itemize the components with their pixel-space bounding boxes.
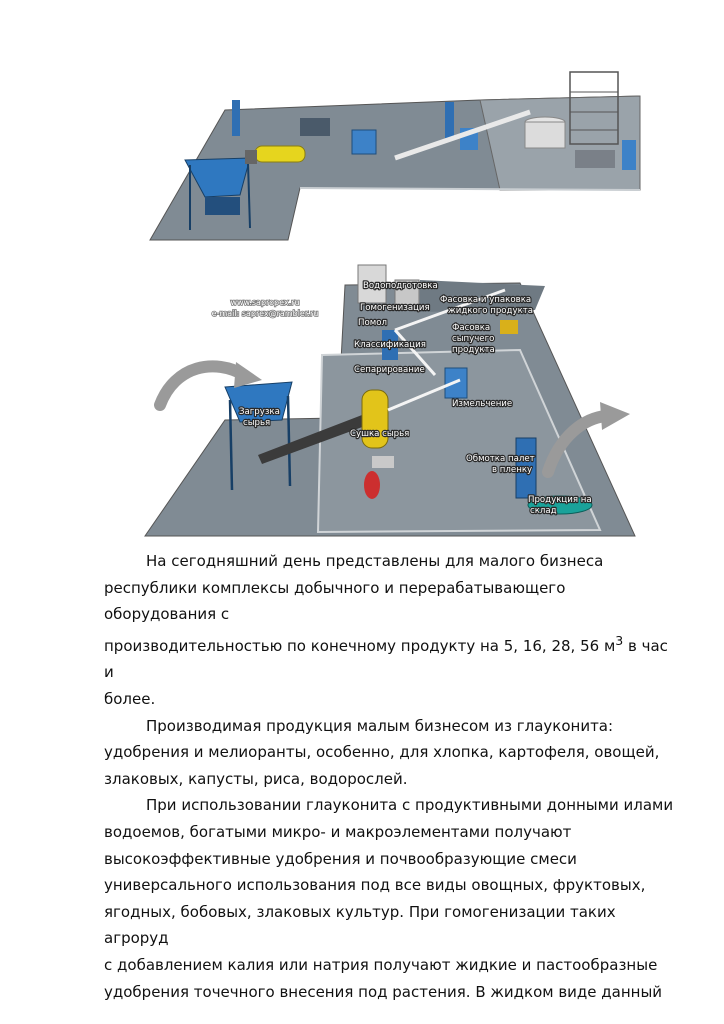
dryer-drum xyxy=(255,146,305,162)
label-liquid-packing-1: Фасовка и упаковка xyxy=(440,295,532,305)
p1-line-4: более. xyxy=(104,689,156,708)
label-loose-packing-3: продукта xyxy=(452,345,495,355)
production-line-top-figure xyxy=(0,0,724,250)
p1-line-3-end: в час и xyxy=(104,636,668,682)
production-line-labeled-svg xyxy=(0,250,724,546)
label-warehouse-2: склад xyxy=(530,506,557,516)
label-pallet-wrap-2: в пленку xyxy=(492,465,533,475)
label-loose-packing-2: сыпучего xyxy=(452,334,495,344)
production-line-labeled-figure xyxy=(0,250,724,546)
label-water-treatment: Водоподготовка xyxy=(363,281,438,291)
p3-line-4: универсального использования под все виды овощных, фруктовых, xyxy=(104,876,646,895)
p1-line-1: На сегодняшний день представлены для малого бизнеса xyxy=(146,552,604,570)
p1-line-2: республики комплексы добычного и перерабатывающего оборудования с xyxy=(104,578,566,624)
label-liquid-packing-2: жидкого продукта xyxy=(448,306,534,316)
label-crushing: Измельчение xyxy=(452,399,513,409)
label-classification: Классификация xyxy=(354,340,426,350)
dryer xyxy=(362,390,388,448)
label-warehouse-1: Продукция на xyxy=(528,495,592,505)
p1-superscript: 3 xyxy=(615,632,624,648)
label-loading-2: сырья xyxy=(243,418,271,428)
column-mid xyxy=(445,102,454,138)
label-homogenization: Гомогенизация xyxy=(360,303,430,313)
p2-line-2: удобрения и мелиоранты, особенно, для хлопка, картофеля, овощей, xyxy=(104,743,660,762)
gas-cylinder xyxy=(364,471,380,499)
p3-line-7: удобрения точечного внесения под растения. В жидком виде данный xyxy=(104,982,663,1001)
label-loose-packing-1: Фасовка xyxy=(452,323,491,333)
body-text xyxy=(104,548,674,1005)
p3-line-1: При использовании глауконита с продуктивными донными илами xyxy=(146,796,674,815)
column-left xyxy=(232,100,240,136)
p3-line-5: ягодных, бобовых, злаковых культур. При гомогенизации таких агроруд xyxy=(104,902,616,948)
label-separation: Сепарирование xyxy=(354,365,425,375)
tank xyxy=(525,122,565,148)
watermark-email: e-mail: saprex@rambler.ru xyxy=(211,309,319,318)
p3-line-3: высокоэффективные удобрения и почвообразующие смеси xyxy=(104,849,577,868)
label-pallet-wrap-1: Обмотка палет xyxy=(466,454,535,464)
p2-line-1: Производимая продукция малым бизнесом из глауконита: xyxy=(146,716,614,735)
production-line-top-svg xyxy=(0,0,724,250)
label-milling: Помол xyxy=(358,318,387,328)
watermark-site: www.sapropex.ru xyxy=(230,298,300,307)
p1-line-3 xyxy=(104,628,674,686)
p2-line-3: злаковых, капусты, риса, водорослей. xyxy=(104,769,408,788)
label-drying: Сушка сырья xyxy=(350,429,410,439)
p3-line-6: с добавлением калия или натрия получают жидкие и пастообразные xyxy=(104,955,658,974)
p1-line-3-main: производительностью по конечному продукту на 5, 16, 28, 56 м xyxy=(104,636,616,655)
p3-line-2: водоемов, богатыми микро- и макроэлементами получают xyxy=(104,822,572,841)
label-loading-1: Загрузка xyxy=(239,407,280,417)
